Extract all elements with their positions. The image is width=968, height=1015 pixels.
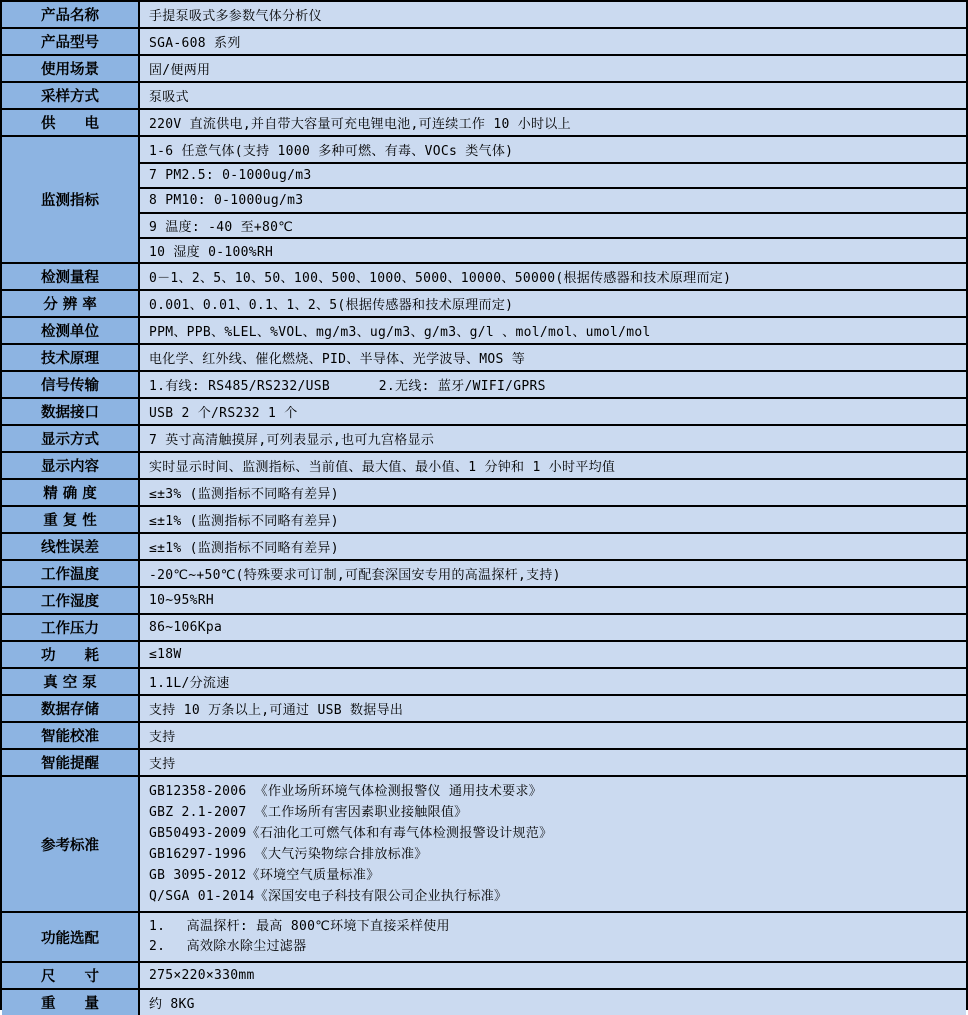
row-working-temperature bbox=[2, 559, 966, 586]
row-vacuum-pump bbox=[2, 667, 966, 694]
row-repeatability bbox=[2, 505, 966, 532]
spec-value: ≤±1% (监测指标不同略有差异) bbox=[140, 507, 966, 532]
optional-feature-line: 2. 高效除水除尘过滤器 bbox=[149, 939, 307, 954]
spec-label: 产品型号 bbox=[2, 29, 140, 54]
row-power-supply bbox=[2, 108, 966, 135]
optional-feature-line: 1. 高温探杆: 最高 800℃环境下直接采样使用 bbox=[149, 919, 450, 934]
spec-label: 精 确 度 bbox=[2, 480, 140, 505]
spec-value: 10~95%RH bbox=[140, 588, 966, 613]
spec-value: 220V 直流供电,并自带大容量可充电锂电池,可连续工作 10 小时以上 bbox=[140, 110, 966, 135]
optional-features-list bbox=[140, 913, 966, 961]
standard-line: GB 3095-2012《环境空气质量标准》 bbox=[149, 868, 380, 883]
spec-label: 监测指标 bbox=[2, 137, 140, 262]
row-working-pressure bbox=[2, 613, 966, 640]
standard-line: GB12358-2006 《作业场所环境气体检测报警仪 通用技术要求》 bbox=[149, 784, 543, 799]
spec-value: 1.1L/分流速 bbox=[140, 669, 966, 694]
row-resolution bbox=[2, 289, 966, 316]
spec-value: PPM、PPB、%LEL、%VOL、mg/m3、ug/m3、g/m3、g/l 、mol/mol、umol/mol bbox=[140, 318, 966, 343]
row-optional-features bbox=[2, 911, 966, 961]
spec-label: 数据接口 bbox=[2, 399, 140, 424]
spec-value: -20℃~+50℃(特殊要求可订制,可配套深国安专用的高温探杆,支持) bbox=[140, 561, 966, 586]
standard-line: GB50493-2009《石油化工可燃气体和有毒气体检测报警设计规范》 bbox=[149, 826, 553, 841]
row-product-name bbox=[2, 2, 966, 27]
spec-subvalue: 7 PM2.5: 0-1000ug/m3 bbox=[140, 162, 966, 187]
spec-label: 检测量程 bbox=[2, 264, 140, 289]
spec-value: USB 2 个/RS232 1 个 bbox=[140, 399, 966, 424]
reference-standards-list bbox=[140, 777, 966, 911]
spec-value: 0.001、0.01、0.1、1、2、5(根据传感器和技术原理而定) bbox=[140, 291, 966, 316]
spec-label: 线性误差 bbox=[2, 534, 140, 559]
spec-value: 支持 bbox=[140, 750, 966, 775]
monitoring-indicator-subrows bbox=[140, 137, 966, 262]
standard-line: Q/SGA 01-2014《深国安电子科技有限公司企业执行标准》 bbox=[149, 889, 508, 904]
spec-subvalue: 1-6 任意气体(支持 1000 多种可燃、有毒、VOCs 类气体) bbox=[140, 137, 966, 162]
spec-value: ≤±1% (监测指标不同略有差异) bbox=[140, 534, 966, 559]
spec-label: 功 耗 bbox=[2, 642, 140, 667]
standard-line: GBZ 2.1-2007 《工作场所有害因素职业接触限值》 bbox=[149, 805, 468, 820]
row-display-content bbox=[2, 451, 966, 478]
spec-value: 支持 10 万条以上,可通过 USB 数据导出 bbox=[140, 696, 966, 721]
row-accuracy bbox=[2, 478, 966, 505]
spec-label: 重 复 性 bbox=[2, 507, 140, 532]
spec-label: 重 量 bbox=[2, 990, 140, 1015]
spec-value: 1.有线: RS485/RS232/USB 2.无线: 蓝牙/WIFI/GPRS bbox=[140, 372, 966, 397]
row-model bbox=[2, 27, 966, 54]
spec-label: 信号传输 bbox=[2, 372, 140, 397]
spec-label: 真 空 泵 bbox=[2, 669, 140, 694]
row-smart-calibration bbox=[2, 721, 966, 748]
spec-label: 工作湿度 bbox=[2, 588, 140, 613]
spec-label: 智能提醒 bbox=[2, 750, 140, 775]
row-technical-principle bbox=[2, 343, 966, 370]
row-data-storage bbox=[2, 694, 966, 721]
spec-value: 实时显示时间、监测指标、当前值、最大值、最小值、1 分钟和 1 小时平均值 bbox=[140, 453, 966, 478]
spec-value: 约 8KG bbox=[140, 990, 966, 1015]
row-monitoring-indicators bbox=[2, 135, 966, 262]
row-detection-range bbox=[2, 262, 966, 289]
row-detection-unit bbox=[2, 316, 966, 343]
row-sampling-method bbox=[2, 81, 966, 108]
spec-subvalue: 9 温度: -40 至+80℃ bbox=[140, 212, 966, 237]
spec-value: 275×220×330mm bbox=[140, 963, 966, 988]
spec-label: 显示方式 bbox=[2, 426, 140, 451]
spec-value: 固/便两用 bbox=[140, 56, 966, 81]
spec-value: 手提泵吸式多参数气体分析仪 bbox=[140, 2, 966, 27]
row-smart-reminder bbox=[2, 748, 966, 775]
spec-value: SGA-608 系列 bbox=[140, 29, 966, 54]
spec-label: 技术原理 bbox=[2, 345, 140, 370]
row-usage-scenario bbox=[2, 54, 966, 81]
spec-label: 显示内容 bbox=[2, 453, 140, 478]
spec-label: 产品名称 bbox=[2, 2, 140, 27]
row-dimensions bbox=[2, 961, 966, 988]
spec-label: 工作温度 bbox=[2, 561, 140, 586]
row-weight bbox=[2, 988, 966, 1015]
row-signal-transmission bbox=[2, 370, 966, 397]
spec-label: 供 电 bbox=[2, 110, 140, 135]
spec-value: 泵吸式 bbox=[140, 83, 966, 108]
spec-value: 7 英寸高清触摸屏,可列表显示,也可九宫格显示 bbox=[140, 426, 966, 451]
row-power-consumption bbox=[2, 640, 966, 667]
spec-value: ≤±3% (监测指标不同略有差异) bbox=[140, 480, 966, 505]
spec-value: 86~106Kpa bbox=[140, 615, 966, 640]
row-display-mode bbox=[2, 424, 966, 451]
row-linearity-error bbox=[2, 532, 966, 559]
spec-label: 参考标准 bbox=[2, 777, 140, 911]
spec-label: 分 辨 率 bbox=[2, 291, 140, 316]
spec-value: ≤18W bbox=[140, 642, 966, 667]
spec-value: 支持 bbox=[140, 723, 966, 748]
spec-label: 智能校准 bbox=[2, 723, 140, 748]
spec-value: 0－1、2、5、10、50、100、500、1000、5000、10000、50000(根据传感器和技术原理而定) bbox=[140, 264, 966, 289]
row-reference-standards bbox=[2, 775, 966, 911]
spec-subvalue: 8 PM10: 0-1000ug/m3 bbox=[140, 187, 966, 212]
spec-label: 使用场景 bbox=[2, 56, 140, 81]
standard-line: GB16297-1996 《大气污染物综合排放标准》 bbox=[149, 847, 428, 862]
spec-label: 采样方式 bbox=[2, 83, 140, 108]
row-working-humidity bbox=[2, 586, 966, 613]
spec-value: 电化学、红外线、催化燃烧、PID、半导体、光学波导、MOS 等 bbox=[140, 345, 966, 370]
spec-label: 检测单位 bbox=[2, 318, 140, 343]
spec-label: 功能选配 bbox=[2, 913, 140, 961]
spec-subvalue: 10 湿度 0-100%RH bbox=[140, 237, 966, 262]
spec-label: 工作压力 bbox=[2, 615, 140, 640]
spec-label: 尺 寸 bbox=[2, 963, 140, 988]
row-data-interface bbox=[2, 397, 966, 424]
spec-label: 数据存储 bbox=[2, 696, 140, 721]
